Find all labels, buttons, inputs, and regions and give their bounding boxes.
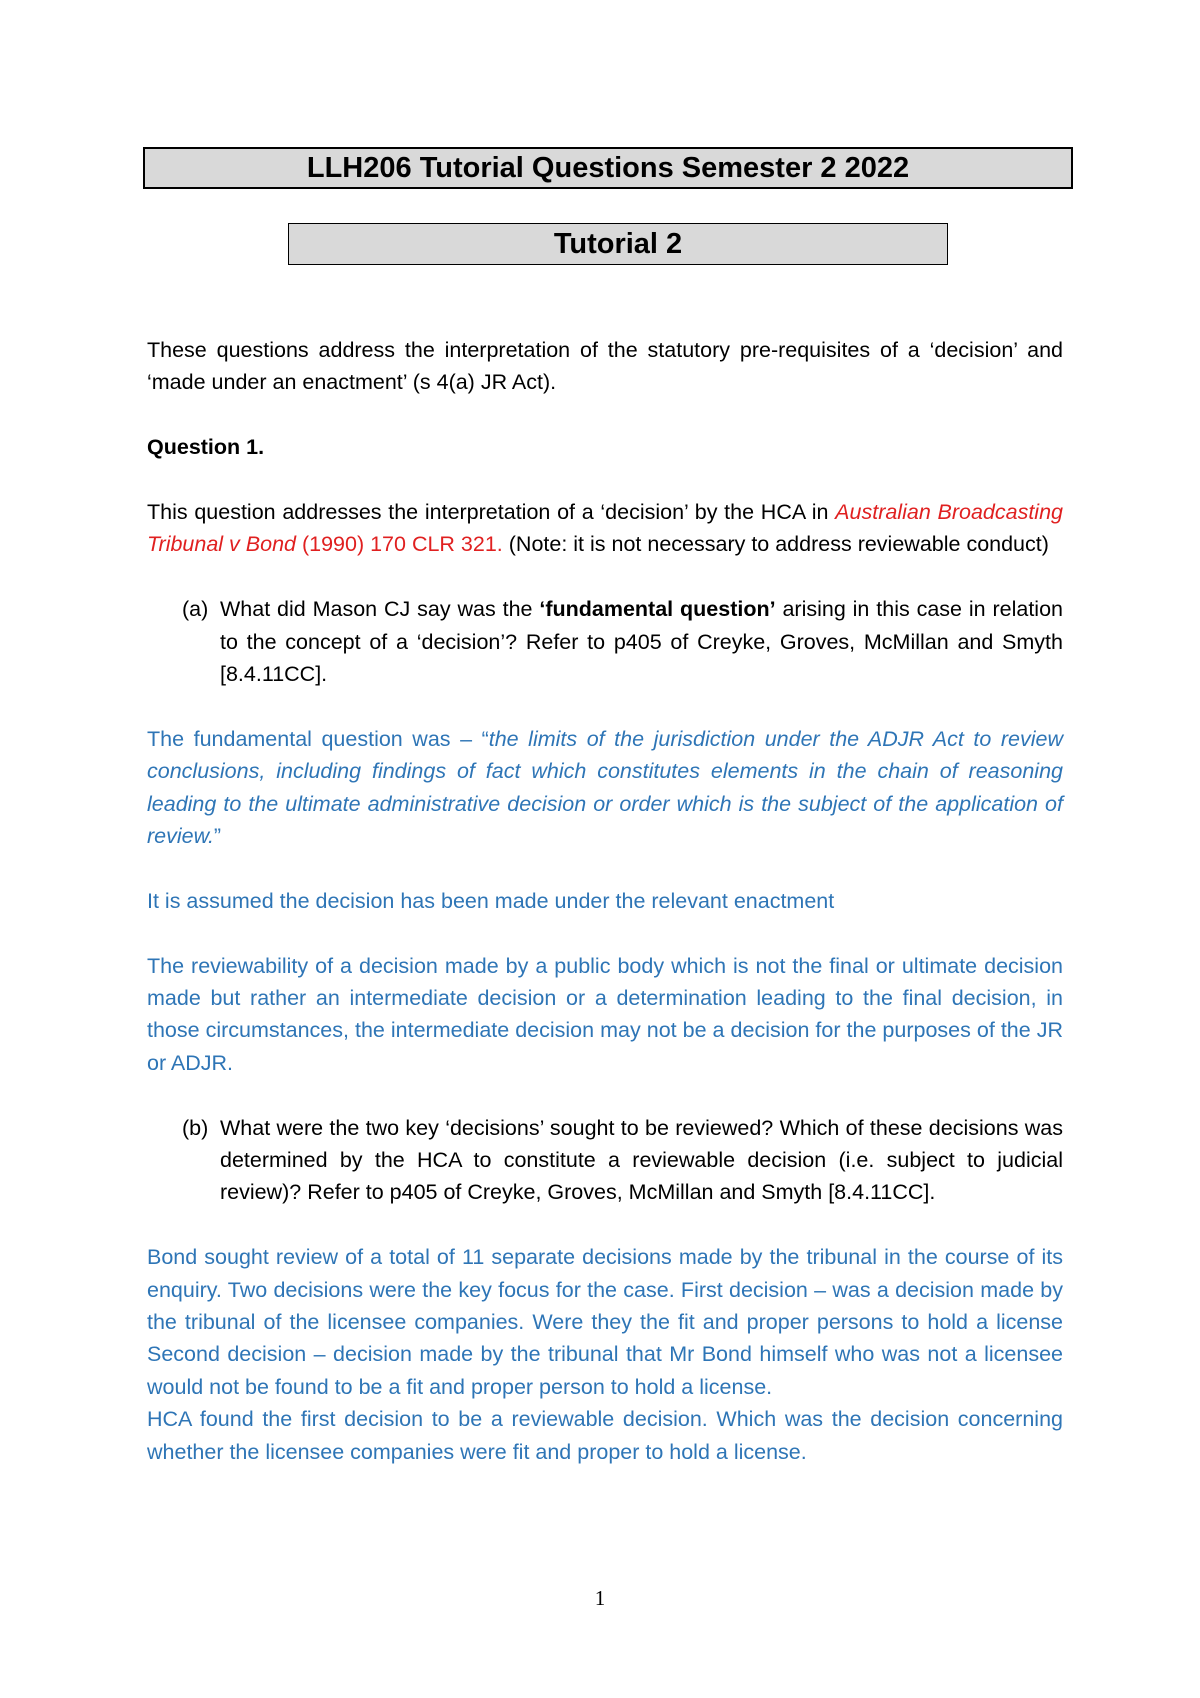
part-a-label: (a) — [182, 597, 209, 622]
fundamental-question-term: ‘fundamental question’ — [539, 597, 776, 622]
answer-b-decisions: Bond sought review of a total of 11 separate decisions made by the tribunal in the course of its enquiry. Two decisions were the key focus for the case. First decision – was a decision made by the tribunal of the licensee companies. Were they the fit and proper persons to hold a license Second decision – decision made by the tribunal that Mr Bond himself who was not a licensee would not be found to be a fit and proper person to hold a license. — [147, 1245, 1063, 1399]
answer-a-reviewability: The reviewability of a decision made by a public body which is not the final or ultimate decision made but rather an intermediate decision or a determination leading to the final decision, in those circumstances, the intermediate decision may not be a decision for the purposes of the JR or ADJR. — [147, 953, 1063, 1075]
case-name: Australian Broadcasting Tribunal v Bond — [147, 500, 1063, 557]
question-part-a — [182, 593, 1063, 690]
part-b-label: (b) — [182, 1115, 209, 1140]
answer-a-quote-text: the limits of the jurisdiction under the ADJR Act to review conclusions, including findings of fact which constitutes elements in the chain of reasoning leading to the ultimate administrative decision or order which is the subject of the application of review. — [147, 726, 1063, 849]
question-heading: Question 1. — [147, 435, 265, 460]
intro-paragraph: These questions address the interpretation of the statutory pre-requisites of a ‘decision’ and ‘made under an enactment’ (s 4(a) JR Act). — [147, 338, 1063, 395]
answer-a-quote — [147, 723, 1063, 853]
case-citation: (1990) 170 CLR 321. — [296, 532, 503, 557]
answer-a-suffix: ” — [213, 824, 222, 849]
part-b-text: What were the two key ‘decisions’ sought to be reviewed? Which of these decisions was determined by the HCA to constitute a reviewable decision (i.e. subject to judicial review)? Refer to p405 of Creyke, Groves, McMillan and Smyth [8.4.11CC]. — [220, 1115, 1063, 1205]
question-part-b — [182, 1112, 1063, 1209]
answer-a-assumption: It is assumed the decision has been made under the relevant enactment — [147, 888, 835, 913]
page-number: 1 — [594, 1586, 606, 1610]
part-a-before: What did Mason CJ say was the — [220, 597, 540, 622]
part-a-after: arising in this case in relation to the concept of a ‘decision’? Refer to p405 of Creyke, Groves, McMillan and Smyth [8.4.11CC]. — [220, 597, 1063, 687]
tutorial-subtitle: Tutorial 2 — [288, 223, 948, 265]
part-a-text — [220, 593, 1063, 690]
question-lead — [147, 496, 1063, 561]
answer-b-finding: HCA found the first decision to be a reviewable decision. Which was the decision concerning whether the licensee companies were fit and proper to hold a license. — [147, 1407, 1063, 1464]
document-title: LLH206 Tutorial Questions Semester 2 2022 — [143, 147, 1073, 189]
answer-a-prefix: The fundamental question was – “ — [147, 726, 489, 751]
question-lead-text: This question addresses the interpretation of a ‘decision’ by the HCA in — [147, 500, 836, 524]
document-body — [147, 334, 1063, 1468]
question-note: (Note: it is not necessary to address reviewable conduct) — [502, 532, 1049, 557]
